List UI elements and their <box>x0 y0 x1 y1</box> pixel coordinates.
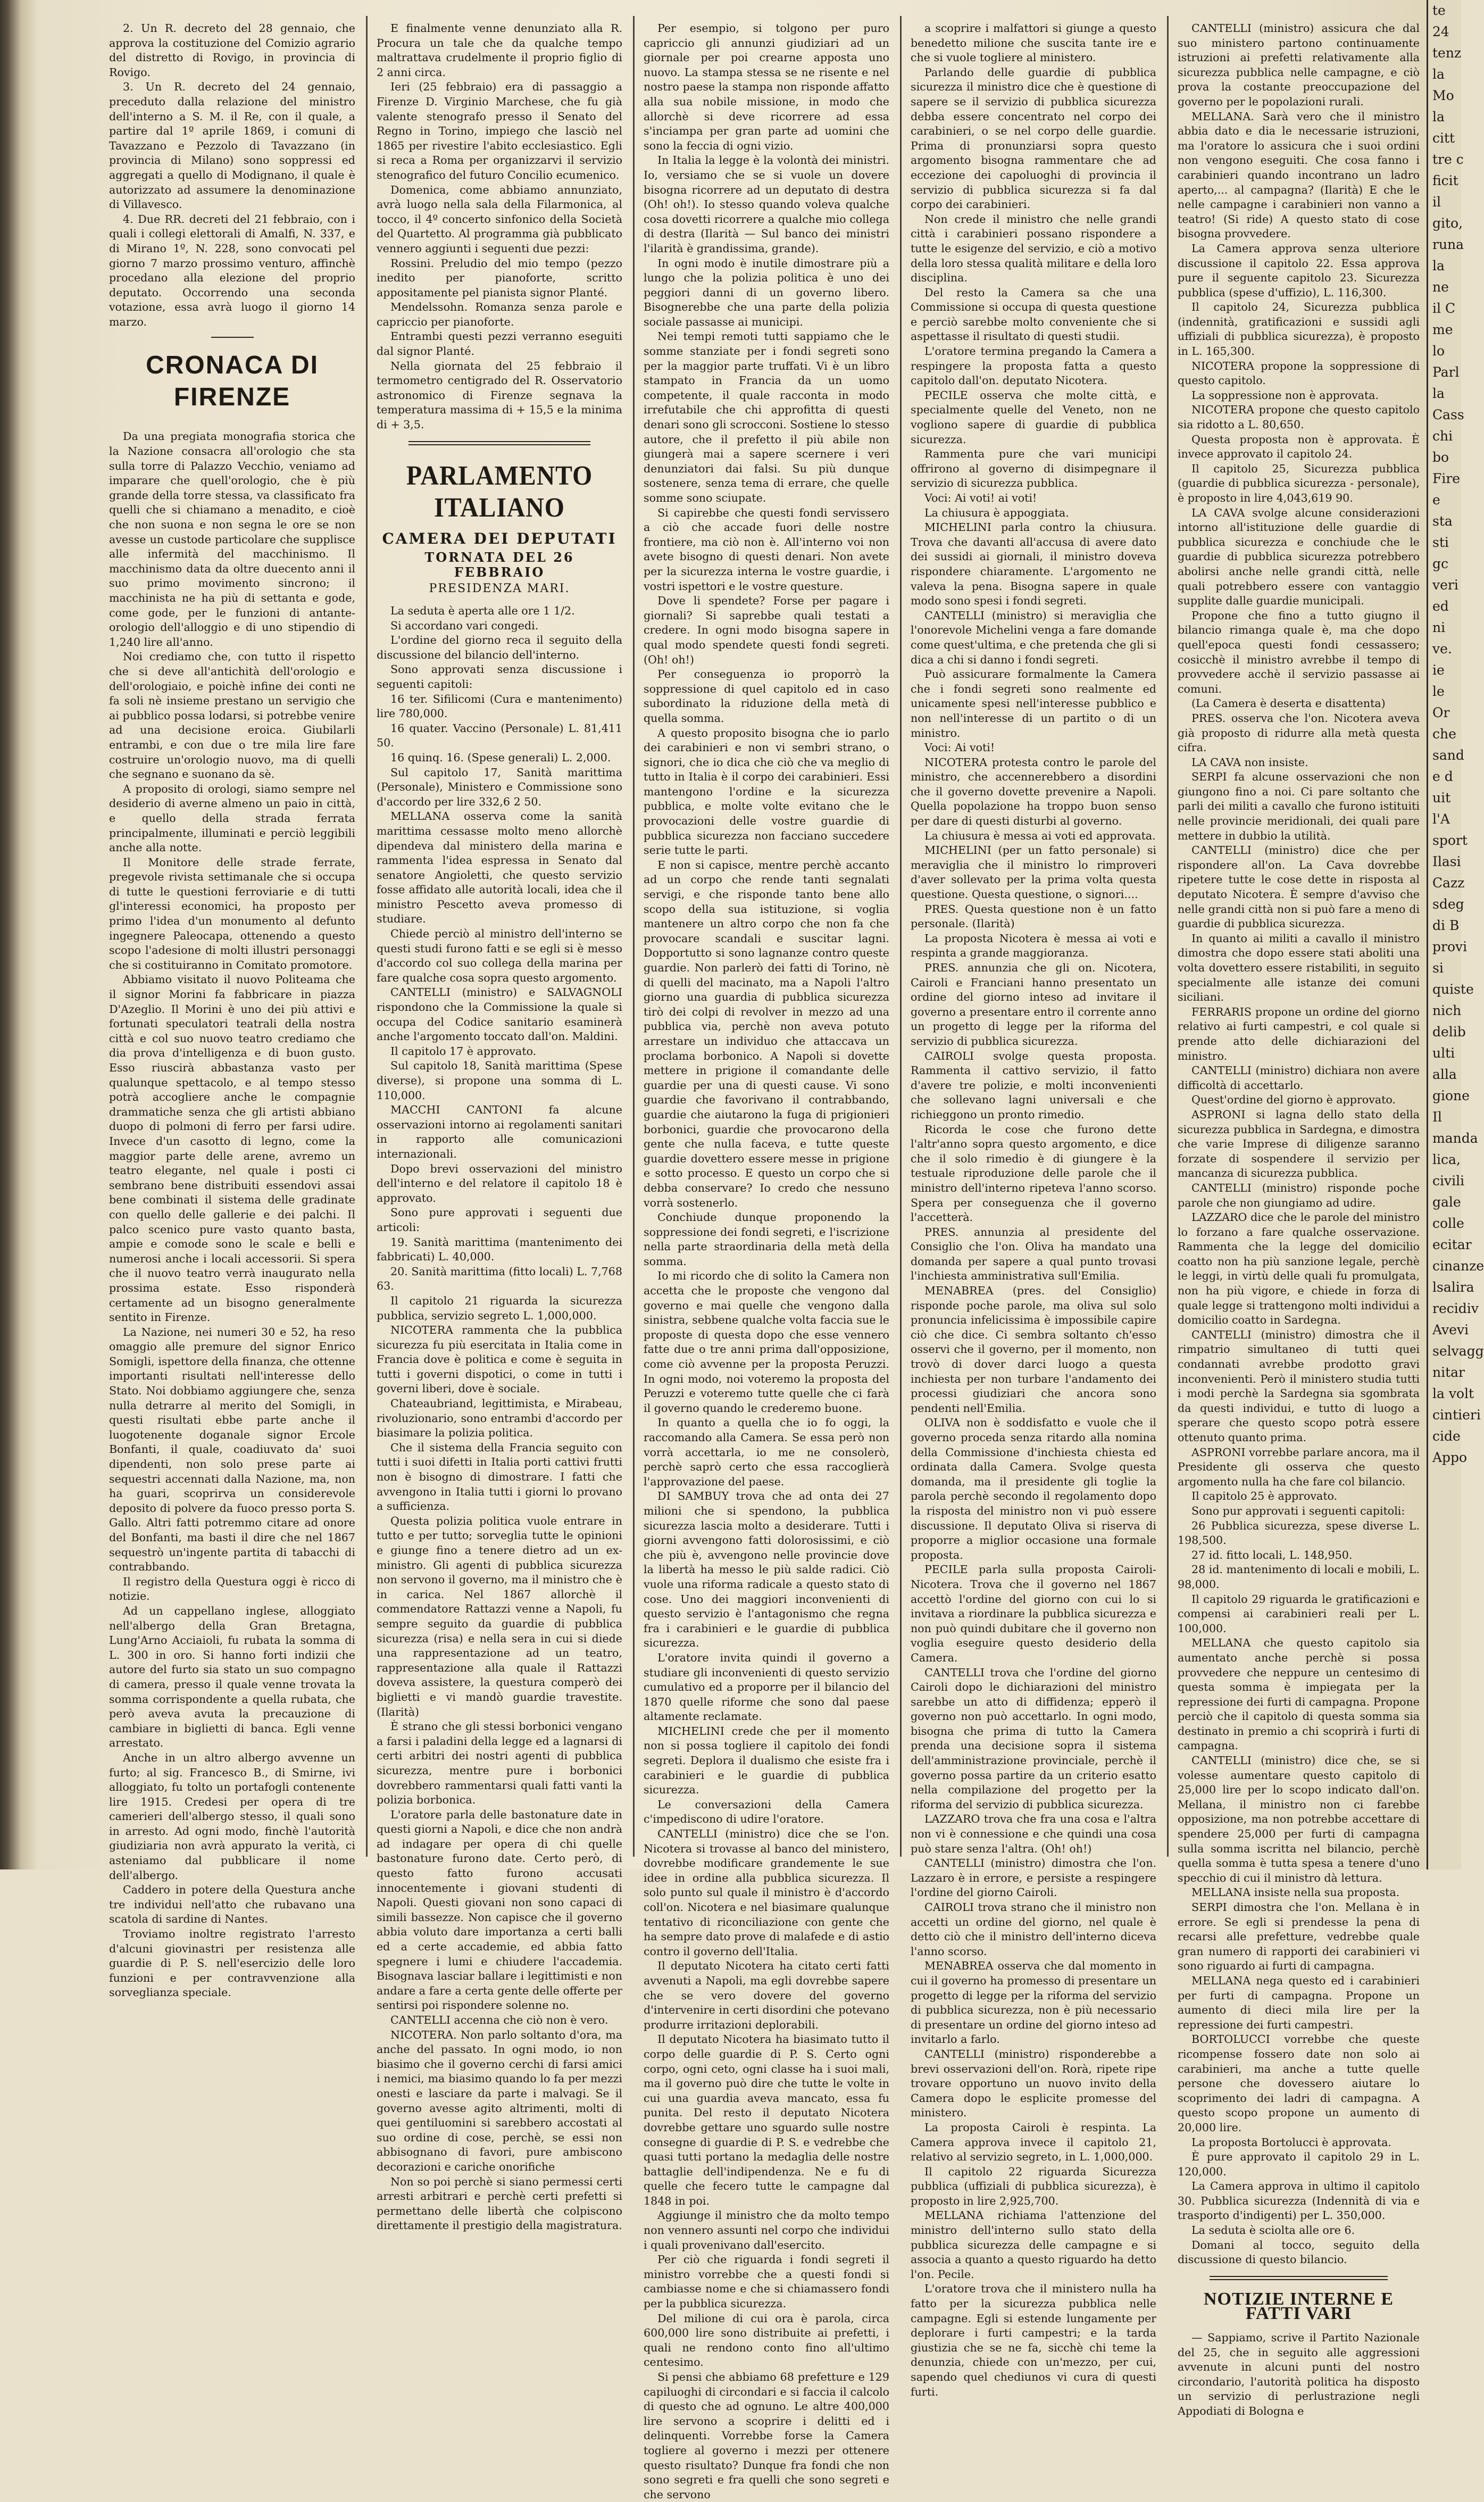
paragraph: CANTELLI (ministro) dichiara non avere difficoltà di accettarlo. <box>1178 1064 1420 1092</box>
paragraph: Si accordano vari congedi. <box>390 619 539 632</box>
fragment-line: le <box>1432 684 1445 699</box>
paragraph: MELLANA richiama l'attenzione del ministro dell'interno sullo stato della pubblica sicurezza delle campagne e si associa a quanto a questo riguardo ha detto l'on. Pecile. <box>911 2209 1156 2281</box>
paragraph: In Italia la legge è la volontà dei ministri. Io, versiamo che se si vuole un dovere bisogna ricorrere ad un deputato di destra (Oh! oh!). Io stesso quando voleva qualche cosa dovetti ricorrere a qualche mio collega di destra (Ilarità — Sul banco dei ministri l'ilarità è grandissima, grande). <box>644 154 889 255</box>
fragment-line: alla <box>1432 1067 1457 1082</box>
decree-list <box>109 21 355 329</box>
paragraph: Si capirebbe che questi fondi servissero a ciò che accade fuori delle nostre frontiere, ma ciò non è. All'interno voi non avete bisogno di questi denari. Non avete per la sicurezza interna le vostre guardie, i vostri ispettori e le vostre questure. <box>644 506 889 593</box>
paragraph: MENABREA (pres. del Consiglio) risponde poche parole, ma oliva sul solo pronuncia infelicissima è impossibile capire ciò che dice. Ci sembra soltanto ch'esso osservi che il governo, per il momento, non trovò di dover darci luogo a questa inchiesta per non turbare l'andamento dei processi giudiziari che ancora sono pendenti nell'Emilia. <box>911 1284 1156 1415</box>
paragraph: Ad un cappellano inglese, alloggiato nell'albergo della Gran Bretagna, Lung'Arno Acciaioli, fu rubata la somma di L. 300 in oro. Si hanno forti indizii che autore del furto sia stato un suo compagno di camera, presso il quale venne trovata la somma corrispondente a quella rubata, che però aveva avuta la precauzione di cambiare in biglietti di banca. Egli venne arrestato. <box>109 1604 355 1750</box>
paragraph: 4. Due RR. decreti del 21 febbraio, con i quali i collegi elettorali di Amalfi, N. 337, e di Mirano 1º, N. 228, sono convocati pel giorno 7 marzo prossimo venturo, affinchè procedano alla elezione del proprio deputato. Occorrendo una seconda votazione, essa avrà luogo il giorno 14 marzo. <box>109 212 355 328</box>
paragraph: A proposito di orologi, siamo sempre nel desiderio di averne almeno un paio in città, e quello della strada ferrata principalmente, illuminati e perciò leggibili anche alla notte. <box>109 782 355 854</box>
paragraph: Sono approvati senza discussione i seguenti capitoli: <box>377 663 622 691</box>
paragraph: LAZZARO trova che fra una cosa e l'altra non vi è connessione e che quindi una cosa può stare senza l'altra. (Oh! oh!) <box>911 1813 1156 1855</box>
paragraph: Si pensi che abbiamo 68 prefetture e 129 capiluoghi di circondari e si faccia il calcolo di questo che ad ognuno. Le altre 400,000 lire servono a scoprire i delitti ed i delinquenti. Vorrebbe forse la Camera togliere al governo i mezzi per ottenere questo risultato? Dunque fra fondi che non sono segreti e fra quelli che sono segreti e che servono <box>644 2371 889 2501</box>
paragraph: MICHELINI (per un fatto personale) si meraviglia che il ministro lo rimproveri d'aver sollevato per la prima volta questa questione. Questa questione, o signori.... <box>911 844 1156 901</box>
paragraph: La Camera approva in ultimo il capitolo 30. Pubblica sicurezza (Indennità di via e trasporto d'indigenti) per L. 350,000. <box>1178 2180 1420 2222</box>
paragraph: MENABREA osserva che dal momento in cui il governo ha promesso di presentare un progetto di legge per la riforma del servizio di pubblica sicurezza, non è più necessario di presentare un ordine del giorno inteso ad invitarlo a farlo. <box>911 1959 1156 2046</box>
paragraph: PECILE parla sulla proposta Cairoli-Nicotera. Trova che il governo nel 1867 accettò l'ordine del giorno con cui lo si invitava a riordinare la pubblica sicurezza e non può quindi dubitare che il governo non voglia eseguire questo desiderio della Camera. <box>911 1563 1156 1664</box>
fragment-line: lica, <box>1432 1152 1461 1167</box>
fragment-line: la <box>1432 109 1445 124</box>
fragment-line: nich <box>1432 1003 1462 1018</box>
cronaca-continued <box>377 21 622 433</box>
paragraph: 2. Un R. decreto del 28 gennaio, che approva la costituzione del Comizio agrario del distretto di Rovigo, in provincia di Rovigo. <box>109 22 355 79</box>
fragment-line: cide <box>1432 1428 1461 1444</box>
paragraph: 26 Pubblica sicurezza, spese diverse L. 198,500. <box>1178 1519 1420 1547</box>
fragment-line: me <box>1432 322 1453 337</box>
paragraph: LA CAVA svolge alcune considerazioni intorno all'istituzione delle guardie di pubblica sicurezza e conchiude che le guardie di pubblica sicurezza potrebbero abolirsi anche nelle grandi città, nelle quali potrebbero essere con vantaggio supplite dalle guardie municipali. <box>1178 506 1420 608</box>
fragment-line: ulti <box>1432 1045 1455 1061</box>
paragraph: L'oratore termina pregando la Camera a respingere la proposta fatta a questo capitolo dall'on. deputato Nicotera. <box>911 345 1156 387</box>
fragment-line: sport <box>1432 833 1468 848</box>
fragment-line: cinanze <box>1432 1258 1484 1274</box>
paragraph: LAZZARO dice che le parole del ministro lo forzano a fare qualche osservazione. Rammenta che la legge del domicilio coatto non ha più sanzione legale, perchè le leggi, in virtù delle quali fu promulgata, non ha più vigore, e chiede in forza di quale legge si trattengono molti individui a domicilio coatto in Sardegna. <box>1178 1211 1420 1327</box>
paragraph: E non si capisce, mentre perchè accanto ad un corpo che rende tanti segnalati servigi, e che risponde tanto bene allo scopo della sua istituzione, si voglia mantenere un altro corpo che non fa che provocare scandali e suscitar lagni. Dopportutto si sono lagnanze contro queste guardie. Non parlerò dei fatti di Torino, nè di quelli del macinato, ma a Napoli l'altro giorno una guardia di pubblica sicurezza tirò dei colpi di revolver in mezzo ad una pubblica via, perchè non aveva potuto arrestare un individuo che attaccava un proclama borbonico. A Napoli si dovette mettere in prigione il comandante delle guardie per una di questi cause. Vi sono guardie che favorivano il contrabbando, guardie che aiutarono la fuga di prigionieri borbonici, guardie che provocarono della gente che nulla faceva, e tutte queste guardie dovettero essere messe in prigione e sotto processo. E questo un corpo che si debba conservare? Io credo che nessuno vorrà sostenerlo. <box>644 858 889 1209</box>
paragraph: 20. Sanità marittima (fitto locali) L. 7,768 63. <box>377 1265 622 1293</box>
paragraph: Anche in un altro albergo avvenne un furto; al sig. Francesco B., di Smirne, ivi alloggiato, fu tolto un portafogli contenente lire 1915. Credesi per opera di tre camerieri dell'albergo stesso, il quali sono in arresto. Ad ogni modo, finchè l'autorità giudiziaria non avrà appurato la verità, ci asteniamo dal pubblicare il nome dell'albergo. <box>109 1751 355 1882</box>
paragraph: Per ciò che riguarda i fondi segreti il ministro vorrebbe che a questi fondi si cambiasse nome e che si chiamassero fondi per la pubblica sicurezza. <box>644 2253 889 2310</box>
adjacent-page-fragments <box>1428 0 1484 1468</box>
paragraph: 27 id. fitto locali, L. 148,950. <box>1191 1548 1353 1561</box>
binding-shadow <box>0 0 37 1869</box>
parlamento-body-continued <box>1178 21 1420 2267</box>
paragraph: CAIROLI svolge questa proposta. Rammenta il cattivo servizio, il fatto d'avere tre polizie, e molti inconvenienti che sollevano lagni universali e che richieggono un pronto rimedio. <box>911 1049 1156 1121</box>
fragment-line: selvagg <box>1432 1343 1484 1359</box>
fragment-line: Il <box>1432 1109 1442 1125</box>
fragment-line: che <box>1432 726 1456 742</box>
fragment-line: ficit <box>1432 173 1458 188</box>
paragraph: La chiusura è appoggiata. <box>924 506 1069 519</box>
paragraph: CANTELLI trova che l'ordine del giorno Cairoli dopo le dichiarazioni del ministro sarebbe un atto di diffidenza; epperò il governo non può accettarlo. In ogni modo, bisogna che prima di tutto la Camera prenda una decisione sopra il sistema dell'amministrazione provinciale, perchè il governo possa partire da un criterio esatto nella compilazione del progetto per la riforma del servizio di pubblica sicurezza. <box>911 1666 1156 1811</box>
divider <box>1210 2276 1388 2280</box>
fragment-line: lo <box>1432 343 1445 359</box>
paragraph: MACCHI CANTONI fa alcune osservazioni intorno ai regolamenti sanitari in rapporto alle comunicazioni internazionali. <box>377 1103 622 1160</box>
section-title-cronaca: CRONACA DI FIRENZE <box>146 351 319 412</box>
fragment-line: Cazz <box>1432 875 1465 891</box>
fragment-line: te <box>1432 3 1446 18</box>
paragraph: Questa proposta non è approvata. È invece approvato il capitolo 24. <box>1178 433 1420 461</box>
paragraph: È pure approvato il capitolo 29 in L. 120,000. <box>1178 2150 1420 2178</box>
paragraph: MELLANA. Sarà vero che il ministro abbia dato e dia le necessarie istruzioni, ma l'oratore lo assicura che i suoi ordini non vengono eseguiti. Che cosa fanno i carabinieri quando incontrano un ladro aperto,... al campagna? (Ilarità) E che le nelle campagne i carabinieri non vanno a teatro! (Si ride) A questo stato di cose bisogna provvedere. <box>1178 110 1420 240</box>
fragment-line: sdeg <box>1432 896 1464 912</box>
paragraph: CANTELLI (ministro) dimostra che il rimpatrio simultaneo di tutti quei condannati avrebbe prodotto gravi inconvenienti. Però il ministero studia tutti i modi perchè la Sardegna sia sgombrata da questi individui, e tutto di luogo a sperare che questo scopo potrà essere ottenuto quanto prima. <box>1178 1328 1420 1444</box>
fragment-line: gale <box>1432 1194 1461 1210</box>
paragraph: MELLANA nega questo ed i carabinieri per furti di campagna. Propone un aumento di dieci mila lire per la repressione dei furti campestri. <box>1178 1974 1420 2031</box>
column-rule <box>366 16 368 1857</box>
fragment-line: colle <box>1432 1216 1464 1231</box>
paragraph: Del milione di cui ora è parola, circa 600,000 lire sono distribuite ai prefetti, i quali ne rendono conto fino all'ultimo centesimo. <box>644 2312 889 2369</box>
paragraph: Il deputato Nicotera ha biasimato tutto il corpo delle guardie di P. S. Certo ogni corpo, ogni ceto, ogni classe ha i suoi mali, ma il governo può dire che tutte le volte in cui una guardia aveva mancato, essa fu punita. Del resto il deputato Nicotera dovrebbe gettare uno sguardo sulle nostre consegne di guardie di P. S. e vedrebbe che quasi tutti portano la medaglia delle nostre battaglie dell'indipendenza. Ne e fu di quelle che fecero tutte le campagne dal 1848 in poi. <box>644 2033 889 2207</box>
paragraph: CANTELLI (ministro) e SALVAGNOLI rispondono che la Commissione la quale si occupa del Codice sanitario esaminerà anche l'argomento toccato dall'on. Maldini. <box>377 986 622 1043</box>
paragraph: Voci: Ai voti! <box>924 741 995 754</box>
paragraph: L'oratore trova che il ministero nulla ha fatto per la sicurezza pubblica nelle campagne. Egli si estende lungamente per deplorare i furti campestri; e la tarda giustizia che se ne fa, sicchè chi teme la denunzia, chiede con un'mezzo, per cui, sapendo quel chediunos vi cura di questi furti. <box>911 2282 1156 2398</box>
cronaca-body <box>109 429 355 2000</box>
paragraph: Il capitolo 24, Sicurezza pubblica (indennità, gratificazioni e sussidi agli uffiziali di pubblica sicurezza), è proposto in L. 165,300. <box>1178 301 1420 358</box>
paragraph: MELLANA che questo capitolo sia aumentato anche perchè si possa provvedere che neppure un centesimo di questa somma è impiegata per la repressione dei furti di campagna. Propone perciò che il capitolo di questa somma sia destinato in premio a chi scoprirà i furti di campagna. <box>1178 1636 1420 1752</box>
fragment-line: la volt <box>1432 1386 1474 1401</box>
paragraph: NICOTERA propone che questo capitolo sia ridotto a L. 80,650. <box>1178 403 1420 431</box>
paragraph: E finalmente venne denunziato alla R. Procura un tale che da qualche tempo maltrattava crudelmente il proprio figlio di 2 anni circa. <box>377 22 622 79</box>
paragraph: NICOTERA propone la soppressione di questo capitolo. <box>1178 359 1420 387</box>
fragment-line: tre c <box>1432 152 1464 167</box>
paragraph: a scoprire i malfattori si giunge a questo benedetto milione che suscita tante ire e che si vuole togliere al ministero. <box>911 22 1156 64</box>
fragment-line: sti <box>1432 535 1449 550</box>
paragraph: L'oratore parla delle bastonature date in questi giorni a Napoli, e dice che non andrà ad indagare per opera di chi quelle bastonature furono date. Certo però, di questo fatto furono accusati innocentemente i giovani studenti di Napoli. Questi giovani non sono capaci di simili bassezze. Non capisce che il governo abbia voluto dare importanza a certi balli ed a certe accademie, ed abbia fatto spegnere i lumi e chiudere l'accademia. Bisognava lasciar ballare i legittimisti e non andare a fare a certa gente delle offerte per sentirsi poi rispondere solenne no. <box>377 1808 622 2012</box>
paragraph: MELLANA osserva come la sanità marittima cessasse molto meno allorchè dipendeva dal ministero della marina e rammenta l'idea espressa in Senato dal senatore Angioletti, che questo servizio fosse affidato alle autorità locali, idea che il ministro Pescetto aveva promesso di studiare. <box>377 810 622 926</box>
fragment-line: provi <box>1432 939 1468 954</box>
fragment-line: ecitar <box>1432 1237 1472 1252</box>
paragraph: Noi crediamo che, con tutto il rispetto che si deve all'antichità dell'orologio e dell'orologiaio, e poichè infine dei conti ne fa soli nè insieme prestano un servigio che ai pubblico possa lodarsi, si potrebbe venire ad una decisione eroica. Giubilarli entrambi, e con due o tre mila lire fare costruire un'orologio nuovo, ma di quelli che segnano e suonano da sè. <box>109 650 355 781</box>
paragraph: Io mi ricordo che di solito la Camera non accetta che le proposte che vengono dal governo e mai quelle che vengono dalla sinistra, sebbene qualche volta faccia sue le proposte di questa dopo che esse vennero fatte due o tre anni prima dall'opposizione, come ciò avvenne per la proposta Peruzzi. In ogni modo, noi voteremo la proposta del Peruzzi e voteremo tutte quelle che ci farà il governo quando le crederemo buone. <box>644 1269 889 1415</box>
fragment-line: il C <box>1432 301 1456 316</box>
paragraph: Che il sistema della Francia seguito con tutti i suoi difetti in Italia porti cattivi frutti non è bisogno di dimostrare. I fatti che avvengono in Italia tutti i giorni lo provano a sufficienza. <box>377 1441 622 1513</box>
fragment-line: Mo <box>1432 88 1454 103</box>
paragraph: NICOTERA protesta contro le parole del ministro, che accennerebbero a disordini che il governo dovette prevenire a Napoli. Quella popolazione ha troppo buon senso per dare di questi disturbi al governo. <box>911 755 1156 828</box>
paragraph: ASPRONI vorrebbe parlare ancora, ma il Presidente gli osserva che questo argomento nulla ha che fare col bilancio. <box>1178 1445 1420 1488</box>
paragraph: In quanto ai militi a cavallo il ministro dimostra che dopo essere stati aboliti una volta dovettero essere ristabiliti, in seguito specialmente alle istanze dei comuni siciliani. <box>1178 932 1420 1004</box>
paragraph: Troviamo inoltre registrato l'arresto d'alcuni giovinastri per resistenza alle guardie di P. S. nell'esercizio delle loro funzioni e per contravvenzione alla sorveglianza speciale. <box>109 1927 355 1999</box>
paragraph: In quanto a quella che io fo oggi, la raccomando alla Camera. Se essa però non vorrà accettarla, io me ne consolerò, perchè saprò certo che essa raccoglierà l'approvazione del paese. <box>644 1416 889 1488</box>
paragraph: PECILE osserva che molte città, e specialmente quelle del Veneto, non ne vogliono sapere di guardie di pubblica sicurezza. <box>911 388 1156 446</box>
paragraph: CANTELLI (ministro) dimostra che l'on. Lazzaro è in errore, e persiste a respingere l'ordine del giorno Cairoli. <box>911 1857 1156 1899</box>
fragment-line: nitar <box>1432 1365 1465 1380</box>
paragraph: Del resto la Camera sa che una Commissione si occupa di questa questione e perciò sarebbe molto conveniente che si aspettasse il risultato di questi studii. <box>911 286 1156 343</box>
paragraph: È strano che gli stessi borbonici vengano a farsi i paladini della legge ed a lagnarsi di certi arbitri dei nostri agenti di pubblica sicurezza, mentre pure i borbonici dovrebbero rammentarsi quali fatti vanti la polizia borbonica. <box>377 1720 622 1807</box>
paragraph: Le conversazioni della Camera c'impediscono di udire l'oratore. <box>644 1798 889 1826</box>
paragraph: Voci: Ai voti! ai voti! <box>924 492 1037 504</box>
paragraph: Domani al tocco, seguito della discussione di questo bilancio. <box>1178 2238 1420 2266</box>
fragment-line: ve. <box>1432 641 1452 656</box>
session-date: TORNATA DEL 26 FEBBRAIO <box>424 550 574 580</box>
paragraph: PRES. Questa questione non è un fatto personale. (Ilarità) <box>911 902 1156 930</box>
paragraph: Rossini. Preludio del mio tempo (pezzo inedito per pianoforte, scritto appositamente pel pianista signor Planté. <box>377 256 622 299</box>
parlamento-body <box>377 604 622 2233</box>
paragraph: In ogni modo è inutile dimostrare più a lungo che la polizia politica è uno dei peggiori danni di un governo libero. Bisognerebbe che una parte della polizia sociale passasse ai municipi. <box>644 256 889 328</box>
paragraph: Entrambi questi pezzi verranno eseguiti dal signor Planté. <box>377 330 622 358</box>
paragraph: Il capitolo 17 è approvato. <box>390 1044 537 1058</box>
fragment-line: delib <box>1432 1024 1466 1040</box>
paragraph: La seduta è aperta alle ore 1 1/2. <box>390 604 575 617</box>
paragraph: Aggiunge il ministro che da molto tempo non vennero assunti nel corpo che individui i quali provenivano dall'esercito. <box>644 2209 889 2251</box>
parlamento-body-continued <box>911 21 1156 2399</box>
fragment-line: l'A <box>1432 811 1450 827</box>
paragraph: L'ordine del giorno reca il seguito della discussione del bilancio dell'interno. <box>377 634 622 661</box>
fragment-line: quiste <box>1432 982 1474 997</box>
fragment-line: Parl <box>1432 364 1460 380</box>
fragment-line: recidiv <box>1432 1301 1479 1316</box>
adjacent-page-strip <box>1427 0 1484 1869</box>
paragraph: CANTELLI (ministro) dice che, se si volesse aumentare questo capitolo di 25,000 lire per lo scopo indicato dall'on. Mellana, il ministro non ci farebbe opposizione, ma non potrebbe accettare di spendere 25,000 per furti di campagna sulla somma iscritta nel bilancio, perchè quella somma è tutta spesa a tenere d'uno specchio di cui il ministro dà lettura. <box>1178 1754 1420 1884</box>
paragraph: CANTELLI (ministro) risponderebbe a brevi osservazioni dell'on. Rorà, ripete ripe trovare opportuno un nuovo invito della Camera dopo le esplicite promesse del ministero. <box>911 2047 1156 2119</box>
paragraph: La Nazione, nei numeri 30 e 52, ha reso omaggio alle premure del signor Enrico Somigli, ispettore della finanza, che ottenne importanti risultati nell'interesse dello Stato. Noi dobbiamo aggiungere che, senza nulla detrarre al merito del Somigli, in questi risultati ebbe parte anche il luogotenente doganale signor Ercole Bonfanti, il quale, coadiuvato da' suoi dipendenti, non solo prese parte ai sequestri accennati dalla Nazione, ma, non ha guari, scoprirva un considerevole deposito di polvere da fuoco presso porta S. Gallo. Altri fatti potremmo citare ad onore del Bonfanti, ma basti il dire che nel 1867 sequestrò un'ingente partita di tabacchi di contrabbando. <box>109 1325 355 1574</box>
fragment-line: civili <box>1432 1173 1465 1188</box>
column-rule <box>633 16 635 1857</box>
paragraph: BORTOLUCCI vorrebbe che queste ricompense fossero date non solo ai carabinieri, ma anche a tutte quelle persone che dovessero aiutare lo scoprimento dei ladri di campagna. A questo scopo propone un aumento di 20,000 lire. <box>1178 2033 1420 2134</box>
paragraph: Dopo brevi osservazioni del ministro dell'interno e del relatore il capitolo 18 è approvato. <box>377 1162 622 1204</box>
paragraph: LA CAVA non insiste. <box>1191 755 1308 769</box>
fragment-line: veri <box>1432 577 1458 593</box>
paragraph: CANTELLI (ministro) risponde poche parole che non giungiamo ad udire. <box>1178 1181 1420 1209</box>
column-1 <box>109 21 355 1999</box>
paragraph: CANTELLI accenna che ciò non è vero. <box>390 2014 608 2026</box>
paragraph: Il capitolo 22 riguarda Sicurezza pubblica (uffiziali di pubblica sicurezza), è proposto in lire 2,925,700. <box>911 2165 1156 2207</box>
fragment-line: 24 <box>1432 24 1449 39</box>
fragment-line: ne <box>1432 279 1449 295</box>
paragraph: Ieri (25 febbraio) era di passaggio a Firenze D. Virginio Marchese, che fu già valente stenografo presso il Senato del Regno in Torino, impiego che lasciò nel 1865 per rivestire l'abito ecclesiastico. Egli si reca a Roma per organizzarvi il servizio stenografico del futuro Concilio ecumenico. <box>377 80 622 181</box>
paragraph: Non so poi perchè si siano permessi certi arresti arbitrari e perchè certi prefetti si permettano delle libertà che colpiscono direttamente il prestigio della magistratura. <box>377 2175 622 2232</box>
paragraph: Sono pure approvati i seguenti due articoli: <box>377 1206 622 1234</box>
paragraph: Parlando delle guardie di pubblica sicurezza il ministro dice che è questione di sapere se il servizio di pubblica sicurezza debba essere concentrato nel corpo dei carabinieri, o se nel corpo delle guardie. Prima di pronunziarsi sopra questo argomento bisogna rammentare che ad eccezione dei capoluoghi di provincia il servizio di pubblica sicurezza si fa dal corpo dei carabinieri. <box>911 65 1156 211</box>
paragraph: Sono pur approvati i seguenti capitoli: <box>1191 1504 1405 1517</box>
fragment-line: uit <box>1432 790 1451 805</box>
paragraph: PRES. annunzia al presidente del Consiglio che l'on. Oliva ha mandato una domanda per sapere a qual punto trovasi l'inchiesta amministrativa sull'Emilia. <box>911 1225 1156 1283</box>
fragment-line: lsalira <box>1432 1279 1474 1295</box>
paragraph: Per esempio, si tolgono per puro capriccio gli annunzi giudiziari ad un giornale per poi crearne apposta uno nuovo. La stampa stessa se ne risente e nel nostro paese la stampa non risponde affatto alla sua nobile missione, in modo che allorchè si deve ricorrere ad essa s'inciampa per gran parte ad uomini che sono la feccia di ogni vizio. <box>644 22 889 152</box>
paragraph: La chiusura è messa ai voti ed approvata. <box>924 829 1156 842</box>
fragment-line: Avevi <box>1432 1322 1469 1337</box>
paragraph: DI SAMBUY trova che ad onta dei 27 milioni che si spendono, la pubblica sicurezza lascia molto a desiderare. Tutti i giorni avvengono fatti dolorosissimi, e ciò che più è, avvengono nelle provincie dove la libertà ha messo le più salde radici. Ciò vuole una riforma radicale a questo stato di cose. Uno dei maggiori inconvenienti di questo servizio è l'antagonismo che regna fra i carabinieri e le guardie di pubblica sicurezza. <box>644 1490 889 1650</box>
paragraph: Da una pregiata monografia storica che la Nazione consacra all'orologio che sta sulla torre di Palazzo Vecchio, veniamo ad imparare che quell'orologio, che è più grande della torre stessa, va classificato fra quelli che si chiamano a menadito, e cioè che non suona e non segna le ore se non avesse un custode particolare che supplisce alle infermità del macchinismo. Il macchinismo data da oltre duecento anni il suo primo movimento sincrono; il macchinista ne ha più di settanta e gode, come gode, per le funzioni di antante-orologio dell'alloggio e di uno stipendio di 1,240 lire all'anno. <box>109 430 355 649</box>
column-5 <box>1178 21 1420 2417</box>
paragraph: 16 quater. Vaccino (Personale) L. 81,411 50. <box>377 721 622 750</box>
paragraph: La proposta Bortolucci è approvata. <box>1191 2135 1391 2149</box>
paragraph: NICOTERA. Non parlo soltanto d'ora, ma anche del passato. In ogni modo, io non biasimo che il governo cerchi di farsi amici i nemici, ma biasimo quando lo fa per mezzi onesti e lasciare da parte i malvagi. Se il governo avesse agito altrimenti, molti di quei gentiluomini si sarebbero accostati al suo ordine di cose, perchè, se essi non abbisognano di favori, pure ambiscono decorazioni e cariche onorifiche <box>377 2028 622 2173</box>
fragment-line: Ilasi <box>1432 854 1461 869</box>
paragraph: SERPI dimostra che l'on. Mellana è in errore. Se egli si prendesse la pena di recarsi alle prefetture, vedrebbe quale gran numero di rapporti dei carabinieri vi sono riguardo ai furti di campagna. <box>1178 1901 1420 1973</box>
session-president: PRESIDENZA MARI. <box>429 582 570 596</box>
paragraph: Questa polizia politica vuole entrare in tutto e per tutto; sorveglia tutte le opinioni e giunge fino a tenere dietro ad un ex-ministro. Gli agenti di pubblica sicurezza non servono il governo, ma il ministro che è in carica. Nel 1867 allorchè il commendatore Rattazzi venne a Napoli, fu sempre seguito da guardie di pubblica sicurezza (risa) e nella sera in cui si diede una rappresentazione ad un teatro, rappresentazione alla quale il Rattazzi doveva assistere, la questura comperò dei biglietti e vi mandò guardie travestite. (Ilarità) <box>377 1514 622 1718</box>
paragraph: 28 id. mantenimento di locali e mobili, L. 98,000. <box>1178 1563 1420 1591</box>
fragment-line: la <box>1432 386 1445 401</box>
fragment-line: gito, <box>1432 215 1463 231</box>
paragraph: Propone che fino a tutto giugno il bilancio rimanga quale è, ma che dopo quell'epoca questi fondi cessassero; cosicchè il ministro avrebbe il tempo di provvedere acchè il servizio passasse ai comuni. <box>1178 609 1420 695</box>
paragraph: 19. Sanità marittima (mantenimento dei fabbricati) L. 40,000. <box>377 1235 622 1264</box>
paragraph: CAIROLI trova strano che il ministro non accetti un ordine del giorno, nel quale è detto ciò che il ministro dell'interno diceva l'anno scorso. <box>911 1901 1156 1958</box>
fragment-line: manda <box>1432 1131 1478 1146</box>
paragraph: Abbiamo visitato il nuovo Politeama che il signor Morini fa fabbricare in piazza D'Azeglio. Il Morini è uno dei più attivi e fortunati speculatori teatrali della nostra città e col suo nuovo teatro crediamo che dia prova d'intelligenza e di buon gusto. Esso riuscirà abbastanza vasto per qualunque spettacolo, e al tempo stesso potrà accogliere anche le compagnie drammatiche senza che gli artisti abbiano duopo di polmoni di ferro per farsi udire. Invece d'un casotto di legno, come la maggior parte delle arene, avremo un teatro elegante, nel quale i posti ci sembrano bene distribuiti essendovi assai bene combinati il sistema delle gradinate con quello delle gallerie e dei palchi. Il palco scenico pure vasto quanto basta, ampie e comode sono le scale e belli e numerosi anche i locali accessorii. Si spera che il nuovo teatro verrà inaugurato nella prossima estate. Esso risponderà certamente ad un bisogno generalmente sentito in Firenze. <box>109 973 355 1324</box>
fragment-line: di B <box>1432 918 1460 933</box>
paragraph: — Sappiamo, scrive il Partito Nazionale del 25, che in seguito alle aggressioni avvenute in alcuni punti del nostro circondario, l'autorità politica ha disposto un servizio di perlustrazione negli Appodiati di Bologna e <box>1178 2331 1420 2417</box>
paragraph: Nei tempi remoti tutti sappiamo che le somme stanziate per i fondi segreti sono per la maggior parte truffati. Vi è un libro stampato in Francia da un uomo competente, il quale racconta in modo irrefutabile che chi approfitta di questi denari sono gli scrocconi. Sostiene lo stesso autore, che il prefetto il più abile non giungerà mai a sapere scernere i veri denunziatori dai falsi. Su più dunque sostenere, senza tema di errare, che quelle somme sono sciupate. <box>644 330 889 504</box>
paragraph: MICHELINI crede che per il momento non si possa togliere il capitolo dei fondi segreti. Deplora il dualismo che esiste fra i carabinieri e le guardie di pubblica sicurezza. <box>644 1724 889 1797</box>
paragraph: PRES. annunzia che gli on. Nicotera, Cairoli e Franciani hanno presentato un ordine del giorno inteso ad invitare il governo a presentare entro il corrente anno un progetto di legge per la riforma del servizio di pubblica sicurezza. <box>911 961 1156 1048</box>
paragraph: MICHELINI parla contro la chiusura. Trova che davanti all'accusa di avere dato dei sussidi ai giornali, il ministro doveva rispondere chiaramente. L'argomento ne valeva la pena. Bisogna sapere in quale modo sono spesi i fondi segreti. <box>911 521 1156 608</box>
fragment-line: Or <box>1432 705 1450 720</box>
fragment-line: Cass <box>1432 407 1464 422</box>
paragraph: Sul capitolo 17, Sanità marittima (Personale), Ministero e Commissione sono d'accordo per lire 332,6 2 50. <box>377 766 622 808</box>
notizie-body <box>1178 2331 1420 2419</box>
paragraph: Il capitolo 25, Sicurezza pubblica (guardie di pubblica sicurezza - personale), è proposto in lire 4,043,619 90. <box>1178 462 1420 504</box>
paragraph: Dove li spendete? Forse per pagare i giornali? Si saprebbe quali testati a credere. In ogni modo bisogna sapere in qual modo spendete questi fondi segreti. (Oh! oh!) <box>644 594 889 666</box>
paragraph: La soppressione non è approvata. <box>1191 388 1379 402</box>
paragraph: 16 ter. Sifilicomi (Cura e mantenimento) lire 780,000. <box>377 692 622 720</box>
fragment-line: ie <box>1432 662 1445 678</box>
fragment-line: Fire <box>1432 471 1461 486</box>
divider <box>408 441 590 445</box>
fragment-line: citt <box>1432 130 1455 146</box>
paragraph: Nella giornata del 25 febbraio il termometro centigrado del R. Osservatorio astronomico di Firenze segnava la temperatura massima di + 15,5 e la minima di + 3,5. <box>377 359 622 431</box>
paragraph: CANTELLI (ministro) dice che se l'on. Nicotera si trovasse al banco del ministero, dovrebbe modificare grandemente le sue idee in ordine alla pubblica sicurezza. Il solo punto sul quale il ministro è d'accordo coll'on. Nicotera e nel biasimare qualunque tentativo di riconciliazione con gente che ha sempre dato prove di malafede e di astio contro il governo dell'Italia. <box>644 1827 889 1958</box>
fragment-line: runa <box>1432 237 1464 252</box>
column-rule <box>900 16 902 1857</box>
paragraph: Per conseguenza io proporrò la soppressione di quel capitolo ed in caso subordinato la riduzione della metà di quella somma. <box>644 668 889 725</box>
fragment-line: sand <box>1432 747 1464 763</box>
paragraph: Il capitolo 29 riguarda le gratificazioni e compensi ai carabinieri reali per L. 100,000. <box>1178 1592 1420 1635</box>
paragraph: Conchiude dunque proponendo la soppressione dei fondi segreti, e l'iscrizione nella parte straordinaria della metà della somma. <box>644 1211 889 1268</box>
paragraph: Non crede il ministro che nelle grandi città i carabinieri possano rispondere a tutte le esigenze del servizio, e ciò a motivo della loro stessa qualità militare e della loro disciplina. <box>911 212 1156 285</box>
paragraph: Il Monitore delle strade ferrate, pregevole rivista settimanale che si occupa di tutte le questioni ferroviarie e di tutti gl'interessi economici, ha proposto per primo l'idea d'un monumento al defunto ingegnere Paleocapa, ottenendo a questo scopo l'adesione di molti illustri personaggi che si costituiranno in Comitato promotore. <box>109 855 355 971</box>
paragraph: Quest'ordine del giorno è approvato. <box>1191 1093 1396 1107</box>
section-title-notizie: NOTIZIE INTERNE E FATTI VARI <box>1203 2289 1394 2324</box>
fragment-line: sta <box>1432 513 1453 529</box>
paragraph: FERRARIS propone un ordine del giorno relativo ai furti campestri, e col quale si prende atto delle dichiarazioni del ministro. <box>1178 1005 1420 1062</box>
paragraph: (La Camera è deserta e disattenta) <box>1191 697 1386 710</box>
fragment-line: gc <box>1432 556 1449 571</box>
column-rule <box>1167 16 1169 1857</box>
paragraph: Caddero in potere della Questura anche tre individui nell'atto che rubavano una scatola di sardine di Nantes. <box>109 1883 355 1926</box>
paragraph: Domenica, come abbiamo annunziato, avrà luogo nella sala della Filarmonica, al tocco, il 4º concerto sinfonico della Società del Quartetto. Al programma già pubblicato vennero aggiunti i seguenti due pezzi: <box>377 183 622 255</box>
paragraph: CANTELLI (ministro) si meraviglia che l'onorevole Michelini venga a fare domande come quest'ultima, e che pretenda che gli si dica a chi si danno i fondi segreti. <box>911 609 1156 666</box>
fragment-line: gione <box>1432 1088 1470 1103</box>
fragment-line: cintieri <box>1432 1407 1481 1423</box>
paragraph: 3. Un R. decreto del 24 gennaio, preceduto dalla relazione del ministro dell'interno a S. M. il Re, con il quale, a partire dal 1º aprile 1869, i comuni di Tavazzano e Pezzolo di Tavazzano (in provincia di Milano) sono soppressi ed aggregati a quello di Modignano, il quale è autorizzato ad assumere la denominazione di Villavesco. <box>109 80 355 211</box>
paragraph: 16 quinq. 16. (Spese generali) L. 2,000. <box>390 751 611 764</box>
fragment-line: e d <box>1432 769 1453 784</box>
paragraph: La Camera approva senza ulteriore discussione il capitolo 22. Essa approva pure il seguente capitolo 23. Sicurezza pubblica (spese d'uffizio), L. 116,300. <box>1178 242 1420 299</box>
paragraph: Il capitolo 25 è approvato. <box>1191 1490 1338 1503</box>
paragraph: OLIVA non è soddisfatto e vuole che il governo proceda senza ritardo alla nomina della Commissione d'inchiesta chiesta ed ordinata dalla Camera. Svolge questa domanda, ma il presidente gli toglie la parola perchè secondo il regolamento dopo la risposta del ministro non vi può essere discussione. Il deputato Oliva si riserva di proporre a miglior occasione una formale proposta. <box>911 1416 1156 1561</box>
fragment-line: la <box>1432 67 1445 82</box>
paragraph: A questo proposito bisogna che io parlo dei carabinieri e non vi sembri strano, o signori, che io dica che ciò che va meglio di tutto in Italia è il corpo dei carabinieri. Essi mantengono l'ordine e la sicurezza pubblica, e molte volte evitano che le provocazioni delle vostre guardie di pubblica sicurezza non facciano succedere serie tutte le parti. <box>644 726 889 857</box>
divider <box>211 337 254 338</box>
paragraph: MELLANA insiste nella sua proposta. <box>1191 1886 1400 1899</box>
paragraph: PRES. osserva che l'on. Nicotera aveva già proposto di ridurre alla metà questa cifra. <box>1178 711 1420 754</box>
fragment-line: il <box>1432 194 1441 210</box>
column-3 <box>644 21 889 2501</box>
paragraph: Mendelssohn. Romanza senza parole e capriccio per pianoforte. <box>377 301 622 328</box>
paragraph: Il deputato Nicotera ha citato certi fatti avvenuti a Napoli, ma egli dovrebbe sapere che se vero dovere del governo d'intervenire in certi disordini che potevano produrre irritazioni deplorabili. <box>644 1959 889 2031</box>
parlamento-body-continued <box>644 21 889 2502</box>
fragment-line: la <box>1432 258 1445 273</box>
paragraph: NICOTERA rammenta che la pubblica sicurezza fu più esercitata in Italia come in Francia dove è politica e come è seguita in tutti i governi dispotici, o come in tutti i governi liberi, dove è sociale. <box>377 1324 622 1395</box>
paragraph: Chiede perciò al ministro dell'interno se questi studi furono fatti e se egli si è messo d'accordo col suo collega della marina per fare qualche cosa sopra questo argomento. <box>377 927 622 984</box>
paragraph: La proposta Cairoli è respinta. La Camera approva invece il capitolo 21, relativo al servizio segreto, in L. 1,000,000. <box>911 2121 1156 2164</box>
fragment-line: ni <box>1432 620 1446 635</box>
paragraph: La seduta è sciolta alle ore 6. <box>1191 2224 1355 2237</box>
fragment-line: ed <box>1432 599 1449 614</box>
paragraph: Il capitolo 21 riguarda la sicurezza pubblica, servizio segreto L. 1,000,000. <box>377 1294 622 1322</box>
fragment-line: e <box>1432 492 1440 508</box>
fragment-line: Appo <box>1432 1450 1468 1465</box>
paragraph: Chateaubriand, legittimista, e Mirabeau, rivoluzionario, sono entrambi d'accordo per biasimare la polizia politica. <box>377 1397 622 1440</box>
fragment-line: si <box>1432 960 1444 976</box>
paragraph: Rammenta pure che vari municipi offrirono al governo di disimpegnare il servizio di sicurezza pubblica. <box>911 447 1156 490</box>
column-2 <box>377 21 622 2232</box>
fragment-line: tenz <box>1432 45 1462 61</box>
fragment-line: bo <box>1432 450 1449 465</box>
paragraph: La proposta Nicotera è messa ai voti e respinta a grande maggioranza. <box>911 932 1156 960</box>
paragraph: Il registro della Questura oggi è ricco di notizie. <box>109 1575 355 1603</box>
paragraph: CANTELLI (ministro) dice che per rispondere all'on. La Cava dovrebbe ripetere tutte le cose dette in risposta al deputato Nicotera. È sempre d'avviso che nelle grandi città non si può fare a meno di guardie di pubblica sicurezza. <box>1178 844 1420 930</box>
column-4 <box>911 21 1156 2398</box>
fragment-line: chi <box>1432 428 1453 444</box>
paragraph: CANTELLI (ministro) assicura che dal suo ministero partono continuamente istruzioni ai prefetti relativamente alla sicurezza pubblica nelle campagne, e ciò prova la costante preoccupazione del governo per le popolazioni rurali. <box>1178 22 1420 108</box>
chamber-title: CAMERA DEI DEPUTATI <box>382 529 617 547</box>
paragraph: Può assicurare formalmente la Camera che i fondi segreti sono realmente ed unicamente spesi nell'interesse pubblico e non nell'interesse di un partito o di un ministro. <box>911 668 1156 739</box>
section-title-parlamento: PARLAMENTO ITALIANO <box>406 460 593 523</box>
paragraph: Ricorda le cose che furono dette l'altr'anno sopra questo argomento, e dice che il solo rimedio è di giungere è la testuale riproduzione delle parole che il ministro dell'interno ripeteva l'anno scorso. Spera per conseguenza che il governo l'accetterà. <box>911 1123 1156 1224</box>
paragraph: ASPRONI si lagna dello stato della sicurezza pubblica in Sardegna, e dimostra che varie Imprese di diligenze saranno forzate di sospendere il servizio per mancanza di sicurezza pubblica. <box>1178 1108 1420 1180</box>
paragraph: SERPI fa alcune osservazioni che non giungono fino a noi. Ci pare soltanto che parli dei militi a cavallo che furono istituiti nelle provincie meridionali, dei quali pare mettere in dubbio la utilità. <box>1178 770 1420 842</box>
paragraph: L'oratore invita quindi il governo a studiare gli inconvenienti di questo servizio cumulativo ed a proporre per il bilancio del 1870 quelle riforme che sono dal paese altamente reclamate. <box>644 1651 889 1723</box>
paragraph: Sul capitolo 18, Sanità marittima (Spese diverse), si propone una somma di L. 110,000. <box>377 1059 622 1102</box>
